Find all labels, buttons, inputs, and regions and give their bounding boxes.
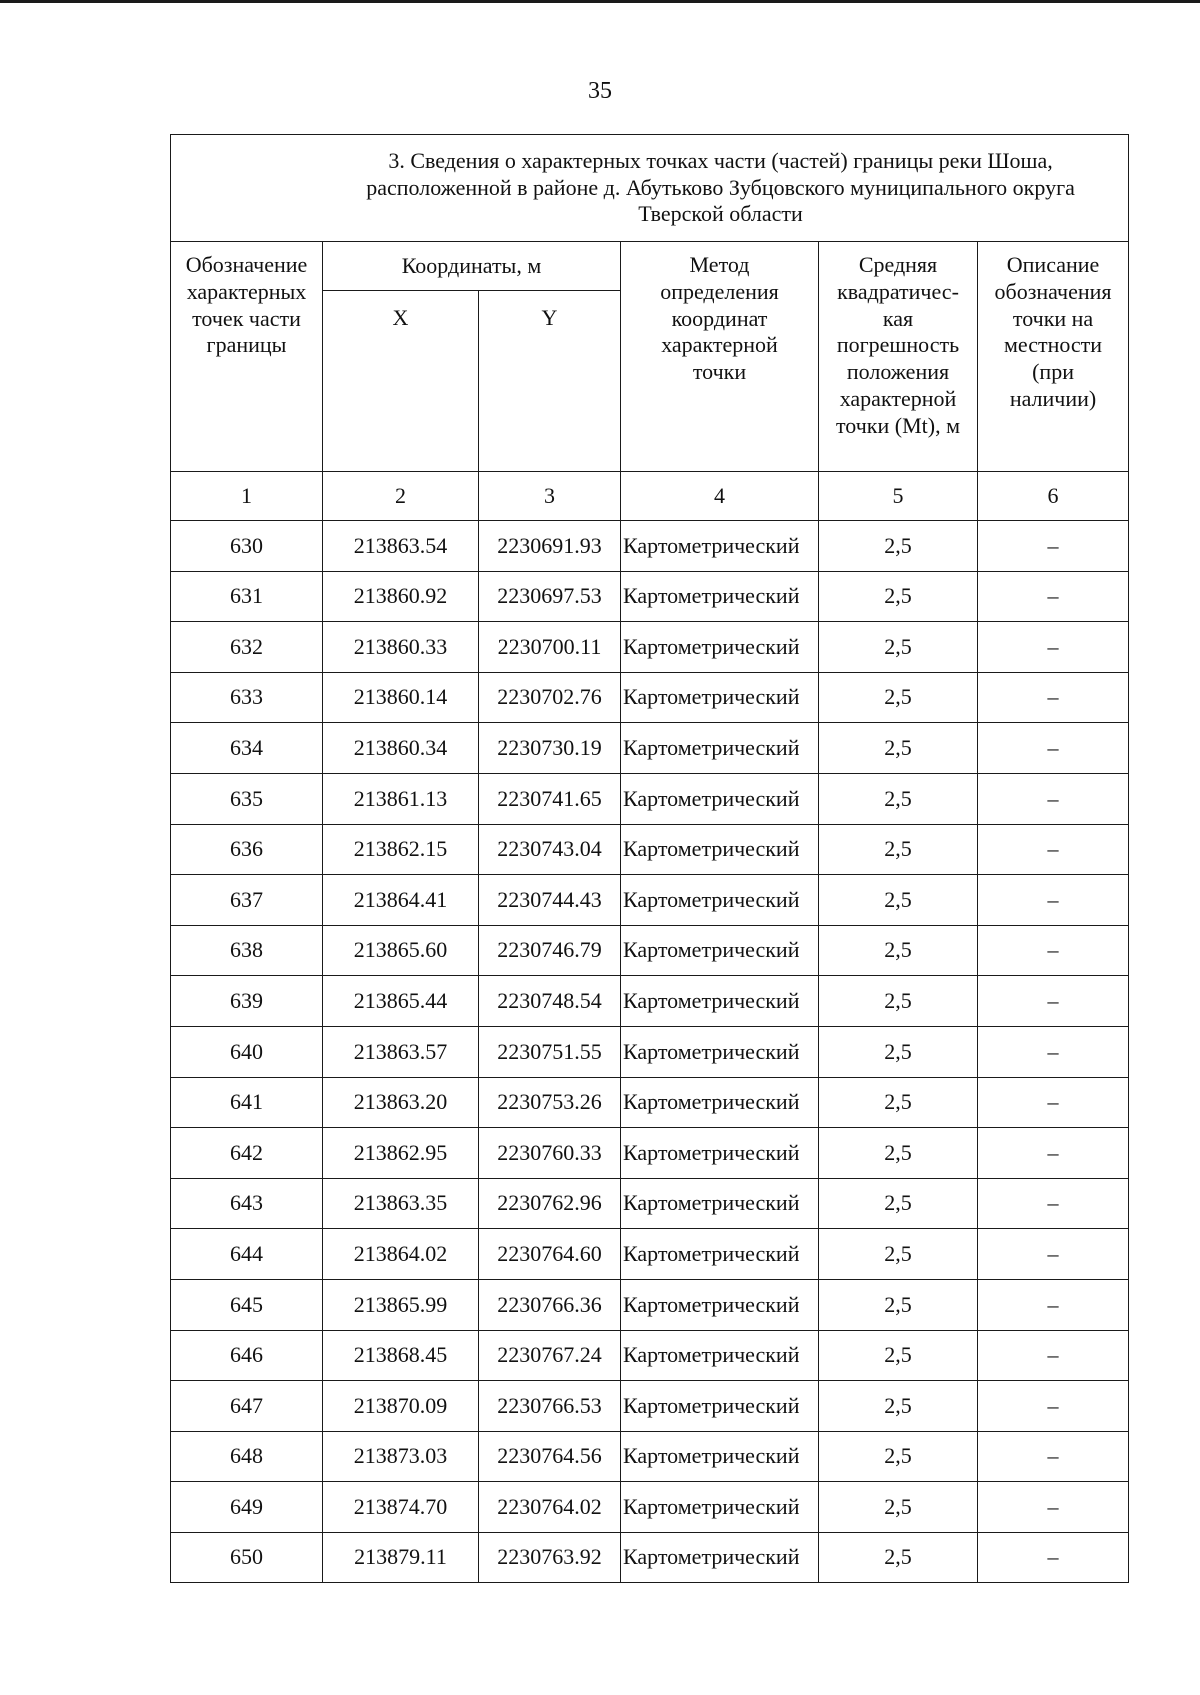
description-cell: – — [978, 1229, 1129, 1280]
column-number: 4 — [621, 472, 819, 521]
table-row — [171, 622, 1129, 673]
method-cell: Картометрический — [621, 672, 819, 723]
y-coordinate-cell: 2230764.02 — [479, 1482, 621, 1533]
point-id-cell: 644 — [171, 1229, 323, 1280]
x-coordinate-cell: 213863.35 — [323, 1178, 479, 1229]
error-cell: 2,5 — [819, 1279, 978, 1330]
table-row — [171, 1279, 1129, 1330]
description-cell: – — [978, 622, 1129, 673]
table-row — [171, 1128, 1129, 1179]
error-cell: 2,5 — [819, 1128, 978, 1179]
description-cell: – — [978, 521, 1129, 572]
description-cell: – — [978, 976, 1129, 1027]
y-coordinate-cell: 2230766.36 — [479, 1279, 621, 1330]
column-number: 1 — [171, 472, 323, 521]
method-cell: Картометрический — [621, 622, 819, 673]
y-coordinate-cell: 2230697.53 — [479, 571, 621, 622]
method-cell: Картометрический — [621, 1026, 819, 1077]
error-cell: 2,5 — [819, 1178, 978, 1229]
x-coordinate-cell: 213879.11 — [323, 1532, 479, 1583]
table-row — [171, 1026, 1129, 1077]
y-coordinate-cell: 2230744.43 — [479, 875, 621, 926]
table-caption — [171, 135, 1129, 242]
x-coordinate-cell: 213860.14 — [323, 672, 479, 723]
y-coordinate-cell: 2230691.93 — [479, 521, 621, 572]
header-mean-square-error: Средняя квадратичес- кая погрешность положения характерной точки (Mt), м — [819, 242, 978, 472]
header-description: Описание обозначения точки на местности (при наличии) — [978, 242, 1129, 472]
point-id-cell: 650 — [171, 1532, 323, 1583]
x-coordinate-cell: 213862.95 — [323, 1128, 479, 1179]
method-cell: Картометрический — [621, 571, 819, 622]
y-coordinate-cell: 2230751.55 — [479, 1026, 621, 1077]
table-row — [171, 824, 1129, 875]
error-cell: 2,5 — [819, 571, 978, 622]
header-y: Y — [479, 291, 621, 472]
description-cell: – — [978, 1532, 1129, 1583]
x-coordinate-cell: 213873.03 — [323, 1431, 479, 1482]
y-coordinate-cell: 2230748.54 — [479, 976, 621, 1027]
y-coordinate-cell: 2230743.04 — [479, 824, 621, 875]
point-id-cell: 639 — [171, 976, 323, 1027]
table-row — [171, 672, 1129, 723]
description-cell: – — [978, 1482, 1129, 1533]
method-cell: Картометрический — [621, 925, 819, 976]
column-number: 6 — [978, 472, 1129, 521]
method-cell: Картометрический — [621, 1431, 819, 1482]
description-cell: – — [978, 723, 1129, 774]
header-coordinates: Координаты, м — [323, 242, 621, 291]
table-row — [171, 1077, 1129, 1128]
table-row — [171, 875, 1129, 926]
table-row — [171, 723, 1129, 774]
x-coordinate-cell: 213860.92 — [323, 571, 479, 622]
description-cell: – — [978, 1279, 1129, 1330]
boundary-points-table — [170, 134, 1129, 1583]
x-coordinate-cell: 213863.57 — [323, 1026, 479, 1077]
description-cell: – — [978, 1178, 1129, 1229]
method-cell: Картометрический — [621, 1532, 819, 1583]
description-cell: – — [978, 824, 1129, 875]
point-id-cell: 641 — [171, 1077, 323, 1128]
error-cell: 2,5 — [819, 1381, 978, 1432]
caption-line: Тверской области — [638, 201, 803, 227]
error-cell: 2,5 — [819, 875, 978, 926]
error-cell: 2,5 — [819, 672, 978, 723]
description-cell: – — [978, 773, 1129, 824]
error-cell: 2,5 — [819, 622, 978, 673]
column-number: 5 — [819, 472, 978, 521]
x-coordinate-cell: 213874.70 — [323, 1482, 479, 1533]
error-cell: 2,5 — [819, 1026, 978, 1077]
description-cell: – — [978, 1330, 1129, 1381]
header-x: X — [323, 291, 479, 472]
error-cell: 2,5 — [819, 1077, 978, 1128]
error-cell: 2,5 — [819, 1229, 978, 1280]
header-designation: Обозначение характерных точек части границы — [171, 242, 323, 472]
page-top-border — [0, 0, 1200, 3]
method-cell: Картометрический — [621, 1077, 819, 1128]
y-coordinate-cell: 2230741.65 — [479, 773, 621, 824]
method-cell: Картометрический — [621, 875, 819, 926]
y-coordinate-cell: 2230762.96 — [479, 1178, 621, 1229]
point-id-cell: 638 — [171, 925, 323, 976]
x-coordinate-cell: 213863.54 — [323, 521, 479, 572]
x-coordinate-cell: 213863.20 — [323, 1077, 479, 1128]
error-cell: 2,5 — [819, 723, 978, 774]
point-id-cell: 643 — [171, 1178, 323, 1229]
table-row — [171, 925, 1129, 976]
caption-line: расположенной в районе д. Абутьково Зубцовского муниципального округа — [366, 174, 1075, 200]
table-row — [171, 1482, 1129, 1533]
method-cell: Картометрический — [621, 1178, 819, 1229]
point-id-cell: 634 — [171, 723, 323, 774]
point-id-cell: 645 — [171, 1279, 323, 1330]
y-coordinate-cell: 2230753.26 — [479, 1077, 621, 1128]
method-cell: Картометрический — [621, 723, 819, 774]
caption-line: 3. Сведения о характерных точках части (частей) границы реки Шоша, — [388, 147, 1053, 173]
table-row — [171, 1229, 1129, 1280]
description-cell: – — [978, 1128, 1129, 1179]
x-coordinate-cell: 213865.99 — [323, 1279, 479, 1330]
error-cell: 2,5 — [819, 1431, 978, 1482]
error-cell: 2,5 — [819, 824, 978, 875]
x-coordinate-cell: 213864.41 — [323, 875, 479, 926]
x-coordinate-cell: 213860.34 — [323, 723, 479, 774]
x-coordinate-cell: 213870.09 — [323, 1381, 479, 1432]
table-row — [171, 1178, 1129, 1229]
x-coordinate-cell: 213862.15 — [323, 824, 479, 875]
method-cell: Картометрический — [621, 1330, 819, 1381]
description-cell: – — [978, 875, 1129, 926]
point-id-cell: 631 — [171, 571, 323, 622]
y-coordinate-cell: 2230763.92 — [479, 1532, 621, 1583]
x-coordinate-cell: 213860.33 — [323, 622, 479, 673]
point-id-cell: 648 — [171, 1431, 323, 1482]
method-cell: Картометрический — [621, 521, 819, 572]
y-coordinate-cell: 2230730.19 — [479, 723, 621, 774]
error-cell: 2,5 — [819, 521, 978, 572]
description-cell: – — [978, 1077, 1129, 1128]
description-cell: – — [978, 1381, 1129, 1432]
x-coordinate-cell: 213864.02 — [323, 1229, 479, 1280]
method-cell: Картометрический — [621, 773, 819, 824]
point-id-cell: 630 — [171, 521, 323, 572]
error-cell: 2,5 — [819, 773, 978, 824]
y-coordinate-cell: 2230702.76 — [479, 672, 621, 723]
method-cell: Картометрический — [621, 1229, 819, 1280]
point-id-cell: 647 — [171, 1381, 323, 1432]
x-coordinate-cell: 213861.13 — [323, 773, 479, 824]
point-id-cell: 632 — [171, 622, 323, 673]
point-id-cell: 635 — [171, 773, 323, 824]
y-coordinate-cell: 2230746.79 — [479, 925, 621, 976]
error-cell: 2,5 — [819, 976, 978, 1027]
x-coordinate-cell: 213868.45 — [323, 1330, 479, 1381]
method-cell: Картометрический — [621, 1279, 819, 1330]
table-row — [171, 773, 1129, 824]
y-coordinate-cell: 2230764.60 — [479, 1229, 621, 1280]
table-row — [171, 1532, 1129, 1583]
point-id-cell: 633 — [171, 672, 323, 723]
description-cell: – — [978, 1026, 1129, 1077]
point-id-cell: 640 — [171, 1026, 323, 1077]
point-id-cell: 636 — [171, 824, 323, 875]
column-number: 2 — [323, 472, 479, 521]
point-id-cell: 637 — [171, 875, 323, 926]
description-cell: – — [978, 672, 1129, 723]
y-coordinate-cell: 2230764.56 — [479, 1431, 621, 1482]
table-row — [171, 1431, 1129, 1482]
x-coordinate-cell: 213865.60 — [323, 925, 479, 976]
method-cell: Картометрический — [621, 976, 819, 1027]
error-cell: 2,5 — [819, 1330, 978, 1381]
table-row — [171, 1330, 1129, 1381]
description-cell: – — [978, 571, 1129, 622]
method-cell: Картометрический — [621, 824, 819, 875]
y-coordinate-cell: 2230760.33 — [479, 1128, 621, 1179]
description-cell: – — [978, 925, 1129, 976]
point-id-cell: 642 — [171, 1128, 323, 1179]
method-cell: Картометрический — [621, 1381, 819, 1432]
y-coordinate-cell: 2230700.11 — [479, 622, 621, 673]
y-coordinate-cell: 2230767.24 — [479, 1330, 621, 1381]
method-cell: Картометрический — [621, 1128, 819, 1179]
header-method: Метод определения координат характерной точки — [621, 242, 819, 472]
table-row — [171, 521, 1129, 572]
column-numbers-row — [171, 472, 1129, 521]
error-cell: 2,5 — [819, 925, 978, 976]
error-cell: 2,5 — [819, 1482, 978, 1533]
method-cell: Картометрический — [621, 1482, 819, 1533]
table-row — [171, 976, 1129, 1027]
x-coordinate-cell: 213865.44 — [323, 976, 479, 1027]
error-cell: 2,5 — [819, 1532, 978, 1583]
column-number: 3 — [479, 472, 621, 521]
table-row — [171, 571, 1129, 622]
table-row — [171, 1381, 1129, 1432]
point-id-cell: 646 — [171, 1330, 323, 1381]
y-coordinate-cell: 2230766.53 — [479, 1381, 621, 1432]
page-number: 35 — [588, 78, 612, 104]
point-id-cell: 649 — [171, 1482, 323, 1533]
description-cell: – — [978, 1431, 1129, 1482]
